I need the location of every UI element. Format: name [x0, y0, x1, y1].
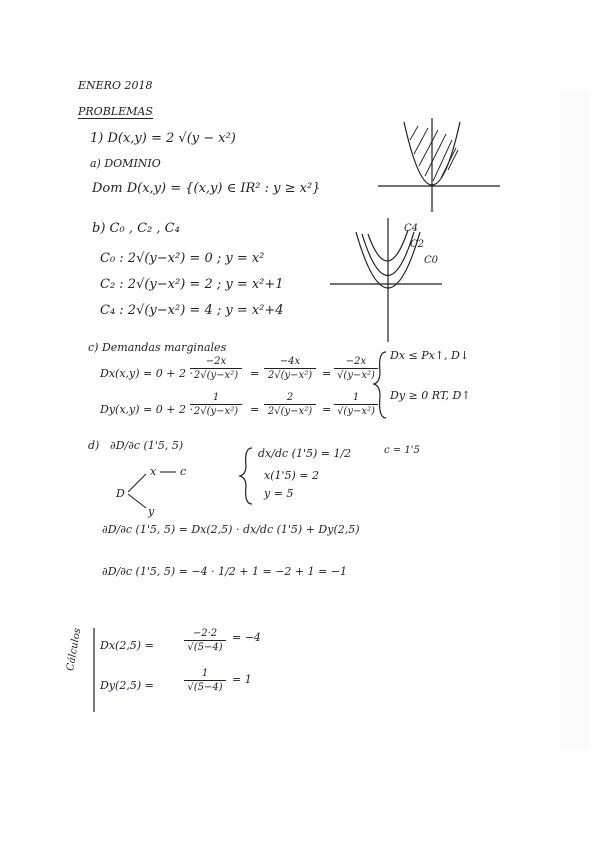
part-c-label: c) Demandas marginales: [88, 341, 227, 354]
condition-derivative: dx/dc (1'5) = 1/2: [258, 447, 352, 460]
calc-dy-lhs: Dy(2,5) =: [100, 679, 154, 692]
dy-fraction-1-num: 1: [212, 392, 220, 403]
level-curve-c2: C₂ : 2√(y−x²) = 2 ; y = x²+1: [100, 277, 284, 292]
calc-dx-num: −2·2: [192, 628, 218, 639]
calc-dy-den: √(5−4): [187, 682, 223, 693]
condition-x: x(1'5) = 2: [264, 469, 320, 482]
dy-fraction-2-den: 2√(y−x²): [267, 406, 313, 417]
dy-fraction-3-num: 1: [352, 392, 360, 403]
part-d-label: d): [88, 439, 100, 452]
calc-dy-fraction: [184, 668, 226, 693]
dx-fraction-3-num: −2x: [345, 356, 367, 367]
tree-x: x: [150, 465, 157, 478]
dx-fraction-3-den: √(y−x²): [337, 370, 375, 381]
part-b-label: b) C₀ , C₂ , C₄: [92, 221, 180, 236]
level-curve-c0: C₀ : 2√(y−x²) = 0 ; y = x²: [100, 251, 265, 266]
level-curve-c4: C₄ : 2√(y−x²) = 4 ; y = x²+4: [100, 303, 284, 318]
equals-sign: =: [322, 367, 332, 380]
condition-c: c = 1'5: [384, 445, 420, 456]
domain-definition: Dom D(x,y) = {(x,y) ∈ IR² : y ≥ x²}: [92, 181, 321, 196]
dx-fraction-2-den: 2√(y−x²): [267, 370, 313, 381]
chain-rule-result: ∂D/∂c (1'5, 5) = −4 · 1/2 + 1 = −2 + 1 = −1: [102, 565, 348, 578]
calc-dx-lhs: Dx(2,5) =: [100, 639, 154, 652]
dy-fraction-2-num: 2: [286, 392, 294, 403]
graph-label-c0: C0: [424, 255, 439, 266]
calc-dx-fraction: [184, 628, 226, 653]
part-a-label: a) DOMINIO: [90, 157, 161, 170]
chain-rule-line: ∂D/∂c (1'5, 5) = Dx(2,5) · dx/dc (1'5) + Dy(2,5): [102, 523, 360, 536]
graph-label-c4: C4: [404, 223, 419, 234]
section-heading: PROBLEMAS: [78, 105, 153, 118]
function-definition: 1) D(x,y) = 2 √(y − x²): [90, 131, 236, 146]
part-d-derivative: ∂D/∂c (1'5, 5): [110, 439, 184, 452]
calculations-side-label: Cálculos: [65, 627, 84, 672]
calc-dy-num: 1: [201, 668, 209, 679]
graph-label-c2: C2: [410, 239, 425, 250]
calc-dx-result: = −4: [232, 631, 261, 644]
equals-sign: =: [250, 367, 260, 380]
calc-dy-result: = 1: [232, 673, 252, 686]
dy-lhs: Dy(x,y) = 0 + 2 ·: [100, 403, 193, 416]
dx-fraction-2-num: −4x: [279, 356, 301, 367]
dx-note: Dx ≤ Px↑, D↓: [390, 349, 470, 362]
dx-fraction-1-num: −2x: [205, 356, 227, 367]
tree-y: y: [148, 505, 155, 518]
dx-fraction-1-den: 2√(y−x²): [193, 370, 239, 381]
condition-y: y = 5: [264, 487, 294, 500]
date-heading: ENERO 2018: [78, 79, 153, 92]
dy-fraction-1-den: 2√(y−x²): [193, 406, 239, 417]
calc-dx-den: √(5−4): [187, 642, 223, 653]
tree-root: D: [116, 487, 125, 500]
dy-fraction-3-den: √(y−x²): [337, 406, 375, 417]
dy-note: Dy ≥ 0 RT, D↑: [390, 389, 471, 402]
equals-sign: =: [250, 403, 260, 416]
equals-sign: =: [322, 403, 332, 416]
tree-c: c: [180, 465, 187, 478]
dx-lhs: Dx(x,y) = 0 + 2 ·: [100, 367, 193, 380]
